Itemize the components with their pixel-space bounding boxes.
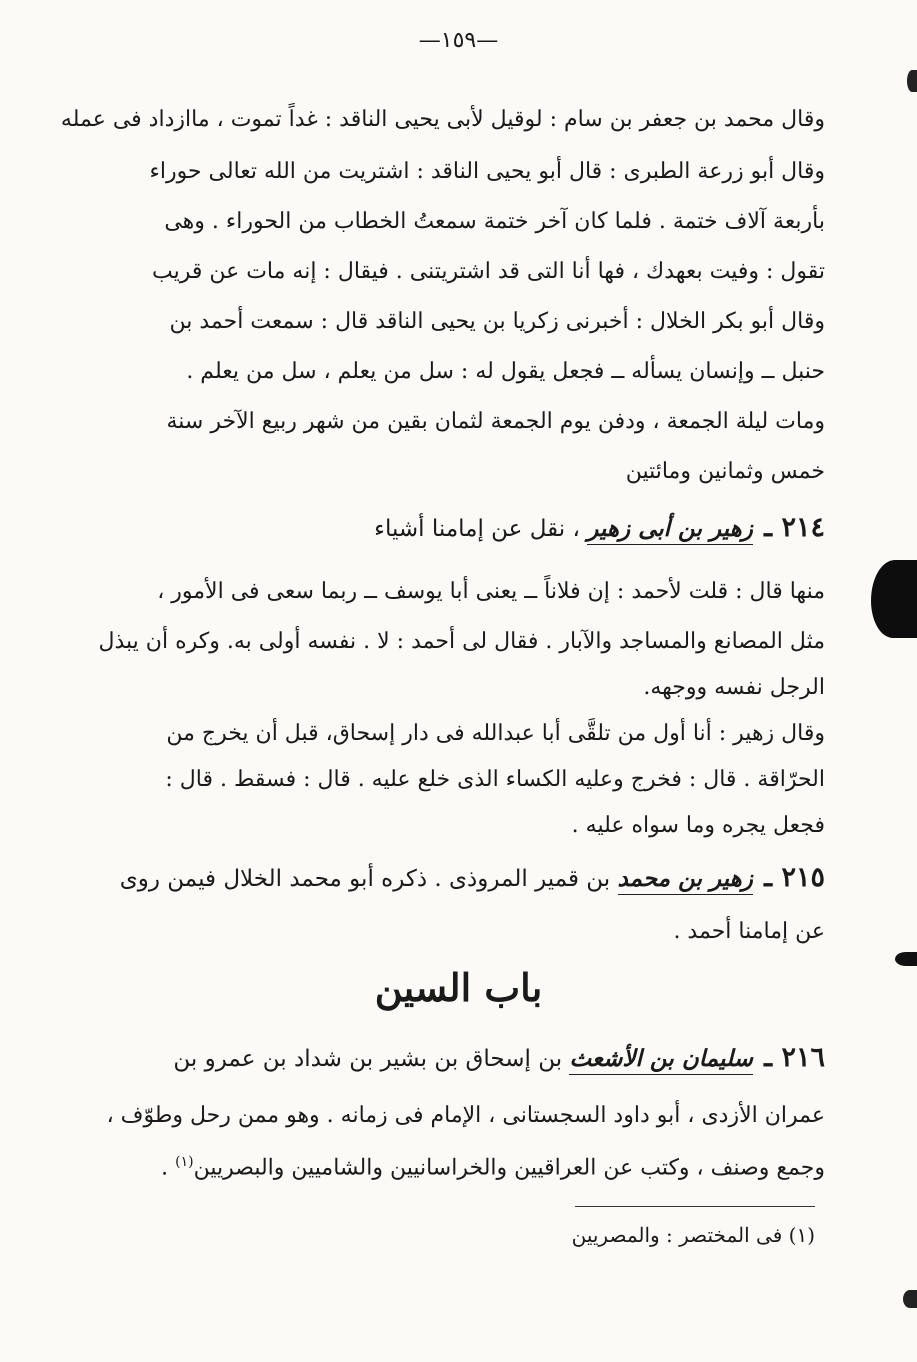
entry-number: ٢١٤ ـ bbox=[764, 512, 825, 543]
text-line: عمران الأزدى ، أبو داود السجستانى ، الإمام فى زمانه . وهو ممن رحل وطوّف ، bbox=[106, 1103, 825, 1128]
text-line: منها قال : قلت لأحمد : إن فلاناً ــ يعنى أبا يوسف ــ ربما سعى فى الأمور ، bbox=[157, 579, 825, 604]
entry-heading bbox=[119, 858, 825, 898]
text-line: الرجل نفسه ووجهه. bbox=[643, 675, 825, 700]
entry-number: ٢١٦ ـ bbox=[764, 1042, 825, 1073]
text-line: حنبل ــ وإنسان يسأله ــ فجعل يقول له : سل من يعلم ، سل من يعلم . bbox=[186, 359, 825, 384]
entry-name: زهير بن أبى زهير bbox=[587, 515, 753, 545]
text-line: تقول : وفيت بعهدك ، فها أنا التى قد اشتريتنى . فيقال : إنه مات عن قريب bbox=[151, 259, 825, 284]
text-line: عن إمامنا أحمد . bbox=[673, 919, 825, 944]
text-line bbox=[161, 1142, 825, 1182]
text-line: وقال زهير : أنا أول من تلقَّى أبا عبدالله فى دار إسحاق، قبل أن يخرج من bbox=[166, 721, 825, 746]
entry-heading bbox=[165, 508, 825, 548]
entry-name: زهير بن محمد bbox=[618, 865, 753, 895]
entry-heading-rest: بن إسحاق بن بشير بن شداد بن عمرو بن bbox=[173, 1046, 563, 1072]
text-line: وقال أبو زرعة الطبرى : قال أبو يحيى الناقد : اشتريت من الله تعالى حوراء bbox=[149, 159, 825, 184]
scan-blot bbox=[907, 70, 917, 92]
scan-blot bbox=[903, 1290, 917, 1308]
entry-number: ٢١٥ ـ bbox=[764, 862, 825, 893]
footnote-divider bbox=[575, 1206, 815, 1207]
text-line: وقال محمد بن جعفر بن سام : لوقيل لأبى يحيى الناقد : غداً تموت ، ماازداد فى عمله bbox=[60, 107, 825, 132]
text-line: بأربعة آلاف ختمة . فلما كان آخر ختمة سمعتُ الخطاب من الحوراء . وهى bbox=[164, 209, 825, 234]
text-fragment: وجمع وصنف ، وكتب عن العراقيين والخراسانيين والشاميين والبصريين bbox=[193, 1155, 825, 1181]
scan-blot bbox=[895, 952, 917, 966]
page-number: —١٥٩— bbox=[418, 28, 499, 53]
entry-name: سليمان بن الأشعث bbox=[569, 1045, 752, 1075]
text-line: خمس وثمانين ومائتين bbox=[625, 459, 825, 484]
text-line: مثل المصانع والمساجد والآبار . فقال لى أحمد : لا . نفسه أولى به. وكره أن يبذل bbox=[98, 629, 825, 654]
text-line: الحرّاقة . قال : فخرج وعليه الكساء الذى خلع عليه . قال : فسقط . قال : bbox=[165, 767, 825, 792]
footnote: (١) فى المختصر : والمصريين bbox=[571, 1223, 815, 1247]
footnote-marker: (١) bbox=[175, 1154, 194, 1170]
entry-heading bbox=[165, 1038, 825, 1078]
entry-heading-rest: بن قمير المروذى . ذكره أبو محمد الخلال فيمن روى bbox=[119, 866, 611, 892]
text-line: وقال أبو بكر الخلال : أخبرنى زكريا بن يحيى الناقد قال : سمعت أحمد بن bbox=[169, 309, 825, 334]
end-mark: . bbox=[161, 1155, 169, 1181]
entry-heading-rest: ، نقل عن إمامنا أشياء bbox=[374, 516, 580, 542]
text-line: فجعل يجره وما سواه عليه . bbox=[571, 813, 825, 838]
section-title: باب السين bbox=[374, 965, 543, 1010]
text-line: ومات ليلة الجمعة ، ودفن يوم الجمعة لثمان بقين من شهر ربيع الآخر سنة bbox=[166, 409, 825, 434]
scan-blot bbox=[871, 560, 917, 638]
